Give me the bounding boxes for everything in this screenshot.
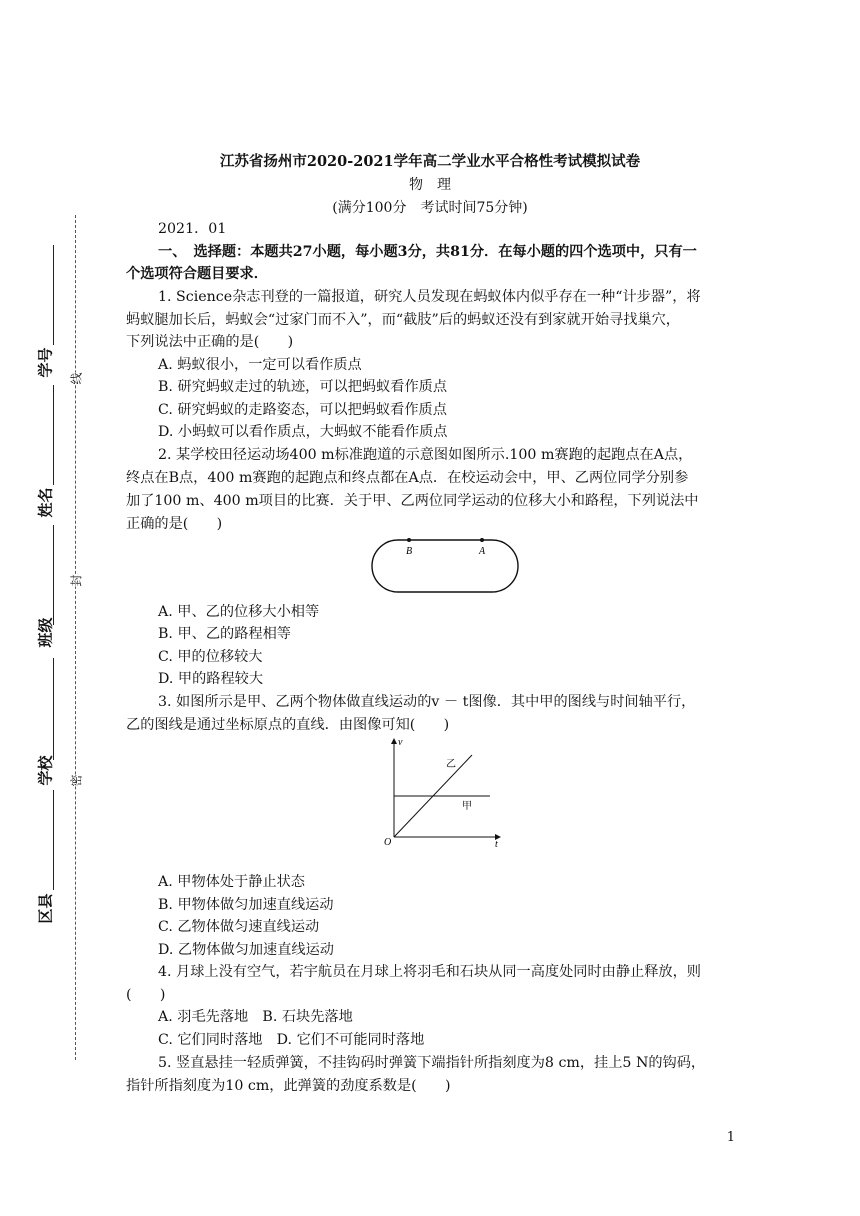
t-axis-label: t: [495, 839, 498, 850]
school-label: 学校: [36, 755, 55, 786]
point-a-dot: [480, 538, 484, 542]
exam-title: 江苏省扬州市2020-2021学年高二学业水平合格性考试模拟试卷: [219, 153, 641, 170]
point-b-label: B: [406, 546, 413, 557]
student-id-label: 学号: [36, 347, 55, 378]
q2-option-a: A. 甲、乙的位移大小相等: [158, 604, 320, 620]
q3-stem-line2: 乙的图线是通过坐标原点的直线．由图像可知( ): [126, 717, 450, 733]
jia-label: 甲: [462, 801, 472, 812]
running-track: [372, 540, 518, 592]
exam-date: 2021．01: [158, 221, 227, 237]
q3-option-c: C. 乙物体做匀速直线运动: [158, 919, 320, 935]
q4-stem-line2: ( ): [126, 987, 166, 1003]
vt-graph-figure: [380, 733, 508, 851]
district-underline: [53, 790, 54, 890]
class-label: 班级: [36, 617, 55, 648]
q1-option-b: B. 研究蚂蚁走过的轨迹，可以把蚂蚁看作质点: [158, 379, 448, 395]
q5-stem-line2: 指针所指刻度为10 cm，此弹簧的劲度系数是( ): [126, 1078, 451, 1094]
name-label: 姓名: [36, 487, 55, 518]
q3-stem-line1: 3. 如图所示是甲、乙两个物体做直线运动的v － t图像．其中甲的图线与时间轴平行，: [158, 694, 696, 710]
q5-stem-line1: 5. 竖直悬挂一轻质弹簧，不挂钩码时弹簧下端指针所指刻度为8 cm，挂上5 N的钩码，: [158, 1055, 706, 1071]
class-underline: [53, 525, 54, 625]
q1-option-c: C. 研究蚂蚁的走路姿态，可以把蚂蚁看作质点: [158, 402, 447, 418]
q2-stem-line2: 终点在B点，400 m赛跑的起跑点和终点都在A点．在校运动会中，甲、乙两位同学分别参: [126, 470, 689, 486]
q1-option-a: A. 蚂蚁很小，一定可以看作质点: [158, 357, 362, 373]
q4-options-row1: A. 羽毛先落地 B. 石块先落地: [158, 1009, 353, 1025]
origin-label: O: [384, 837, 392, 848]
point-a-label: A: [479, 546, 486, 557]
student-id-underline: [53, 245, 54, 345]
q1-option-d: D. 小蚂蚁可以看作质点，大蚂蚁不能看作质点: [158, 424, 448, 440]
q1-stem-line2: 蚂蚁腿加长后，蚂蚁会“过家门而不入”，而“截肢”后的蚂蚁还没有到家就开始寻找巢穴，: [126, 312, 680, 328]
q3-option-b: B. 甲物体做匀加速直线运动: [158, 897, 334, 913]
subject-title: 物 理: [409, 177, 451, 193]
q4-options-row2: C. 它们同时落地 D. 它们不可能同时落地: [158, 1032, 425, 1048]
track-figure: [370, 538, 520, 596]
q2-option-c: C. 甲的位移较大: [158, 649, 263, 665]
q4-stem-line1: 4. 月球上没有空气，若宇航员在月球上将羽毛和石块从同一高度处同时由静止释放，则: [158, 964, 701, 980]
q3-option-a: A. 甲物体处于静止状态: [158, 874, 305, 890]
district-label: 区县: [36, 893, 55, 924]
q1-stem-line1: 1. Science杂志刊登的一篇报道，研究人员发现在蚂蚁体内似乎存在一种“计步器”，将: [158, 289, 701, 305]
v-axis-label: v: [398, 737, 403, 748]
point-b-dot: [407, 538, 411, 542]
binding-dashed-line: [75, 215, 76, 1060]
q2-option-d: D. 甲的路程较大: [158, 671, 264, 687]
q2-stem-line4: 正确的是( ): [126, 516, 223, 532]
seal-line-mark: 线: [69, 372, 84, 385]
q2-option-b: B. 甲、乙的路程相等: [158, 626, 291, 642]
q2-stem-line1: 2. 某学校田径运动场400 m标准跑道的示意图如图所示.100 m赛跑的起跑点在A点，: [158, 447, 693, 463]
section-heading-cont: 个选项符合题目要求．: [126, 266, 268, 282]
name-underline: [53, 385, 54, 485]
seal-secret-mark: 密: [69, 774, 84, 787]
q2-stem-line3: 加了100 m、400 m项目的比赛．关于甲、乙两位同学运动的位移大小和路程，下列说法中: [126, 493, 699, 509]
yi-label: 乙: [446, 759, 456, 770]
section-heading: 一、 选择题：本题共27小题，每小题3分，共81分．在每小题的四个选项中，只有一: [158, 244, 697, 260]
page-number: 1: [726, 1130, 735, 1145]
seal-seal-mark: 封: [69, 574, 84, 587]
school-underline: [53, 658, 54, 760]
q3-option-d: D. 乙物体做匀加速直线运动: [158, 942, 334, 958]
q1-stem-line3: 下列说法中正确的是( ): [126, 334, 294, 350]
exam-info: (满分100分 考试时间75分钟): [332, 200, 528, 216]
